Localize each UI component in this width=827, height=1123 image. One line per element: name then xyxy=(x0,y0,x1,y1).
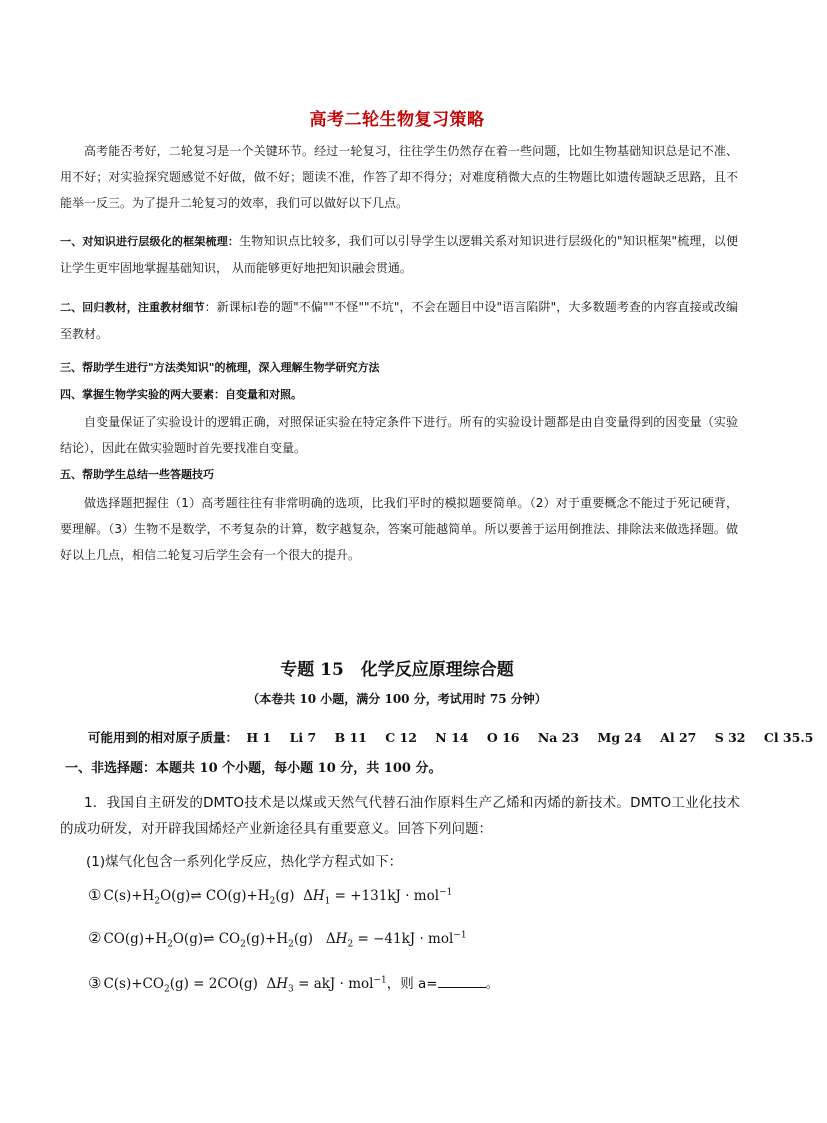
atomic-mass-item: C 12 xyxy=(385,730,417,745)
strategy-point-4-body: 自变量保证了实验设计的逻辑正确，对照保证实验在特定条件下进行。所有的实验设计题都是由自变量得到的因变量（实验结论），因此在做实验题时首先要找准自变量。 xyxy=(60,415,738,455)
section-heading: 一、非选择题：本题共 10 个小题，每小题 10 分，共 100 分。 xyxy=(65,761,442,776)
point-1-heading: 一、对知识进行层级化的框架梳理： xyxy=(60,235,240,248)
exam-subtitle: （本卷共 10 小题，满分 100 分，考试用时 75 分钟） xyxy=(247,692,547,706)
exam-title: 专题 15 化学反应原理综合题 xyxy=(280,660,514,680)
equation-1-value: +131kJ · mol xyxy=(350,888,440,904)
equation-3: ③ $C(s)+CO_2(g) = 2CO(g) \Delta H_3$ = akJ · mol$^{-1}$，则 a= 。 xyxy=(88,974,500,995)
equation-3-end: 。 xyxy=(485,976,500,992)
equation-1: ① $C(s)+H_2O(g)\rightleftharpoons$ $CO(g)+H_2(g) \Delta H_1 = +131kJ \cdot mol^{-1}$ xyxy=(88,886,453,907)
strategy-point-2 xyxy=(60,294,738,347)
atomic-mass-item: O 16 xyxy=(486,730,520,745)
point-2-body: ：新课标Ⅰ卷的题"不偏""不怪""不坑"，不会在题目中设"语言陷阱"，大多数题考查的内容直接或改编至教材。 xyxy=(60,300,738,341)
atomic-mass-item: N 14 xyxy=(435,730,469,745)
atomic-mass-item: Mg 24 xyxy=(597,730,642,745)
atomic-masses-line xyxy=(88,728,827,746)
strategy-point-5-body: 做选择题把握住（1）高考题往往有非常明确的选项，比我们平时的模拟题要简单。（2）对于重要概念不能过于死记硬背，要理解。（3）生物不是数学，不考复杂的计算，数字越复杂，答案可能越简单。所以要善于运用倒推法、排除法来做选择题。做好以上几点，相信二轮复习后学生会有一个很大的提升。 xyxy=(60,496,738,562)
equation-2: ② $CO(g)+H_2O(g)\rightleftharpoons$ $CO_2(g)+H_2(g) \Delta H_2 = -41kJ \cdot mol^{-1}$ xyxy=(88,929,467,950)
atomic-mass-item: Na 23 xyxy=(537,730,580,745)
atomic-mass-item: Cl 35.5 xyxy=(763,730,814,745)
point-2-heading: 二、回归教材，注重教材细节 xyxy=(60,301,205,314)
strategy-title: 高考二轮生物复习策略 xyxy=(309,110,485,130)
strategy-point-5: 五、帮助学生总结一些答题技巧 xyxy=(60,468,214,481)
equation-number: ③ xyxy=(88,974,102,992)
atomic-mass-item: Li 7 xyxy=(289,730,317,745)
strategy-point-4: 四、掌握生物学实验的两大要素：自变量和对照。 xyxy=(60,388,302,401)
atomic-mass-item: S 32 xyxy=(714,730,746,745)
atomic-mass-item: Al 27 xyxy=(660,730,697,745)
atomic-mass-item: H 1 xyxy=(246,730,272,745)
answer-blank[interactable] xyxy=(438,975,486,988)
question-1-subpart: (1)煤气化包含一系列化学反应，热化学方程式如下： xyxy=(86,854,403,870)
point-1-body: 生物知识点比较多，我们可以引导学生以逻辑关系对知识进行层级化的"知识框架"梳理，以便让学生更牢固地掌握基础知识， 从而能够更好地把知识融会贯通。 xyxy=(60,234,738,275)
equation-3-value: akJ · mol xyxy=(313,976,374,992)
equation-number: ② xyxy=(88,929,102,947)
atomic-mass-item: B 11 xyxy=(334,730,367,745)
question-1-text: 1．我国自主研发的DMTO技术是以煤或天然气代替石油作原料生产乙烯和丙烯的新技术。DMTO工业化技术的成功研发，对开辟我国烯烃产业新途径具有重要意义。回答下列问题： xyxy=(60,795,740,837)
equation-2-value: −41kJ · mol xyxy=(373,931,454,947)
atomic-masses-label: 可能用到的相对原子质量： xyxy=(88,730,239,745)
equation-number: ① xyxy=(88,886,102,904)
strategy-point-1 xyxy=(60,228,738,281)
equation-3-tail: ，则 a= xyxy=(386,976,438,992)
strategy-intro: 高考能否考好，二轮复习是一个关键环节。经过一轮复习，往往学生仍然存在着一些问题，比如生物基础知识总是记不准、用不好；对实验探究题感觉不好做，做不好；题读不准，作答了却不得分；对难度稍微大点的生物题比如遗传题缺乏思路，且不能举一反三。为了提升二轮复习的效率，我们可以做好以下几点。 xyxy=(60,144,738,210)
strategy-point-3: 三、帮助学生进行"方法类知识"的梳理，深入理解生物学研究方法 xyxy=(60,361,380,374)
